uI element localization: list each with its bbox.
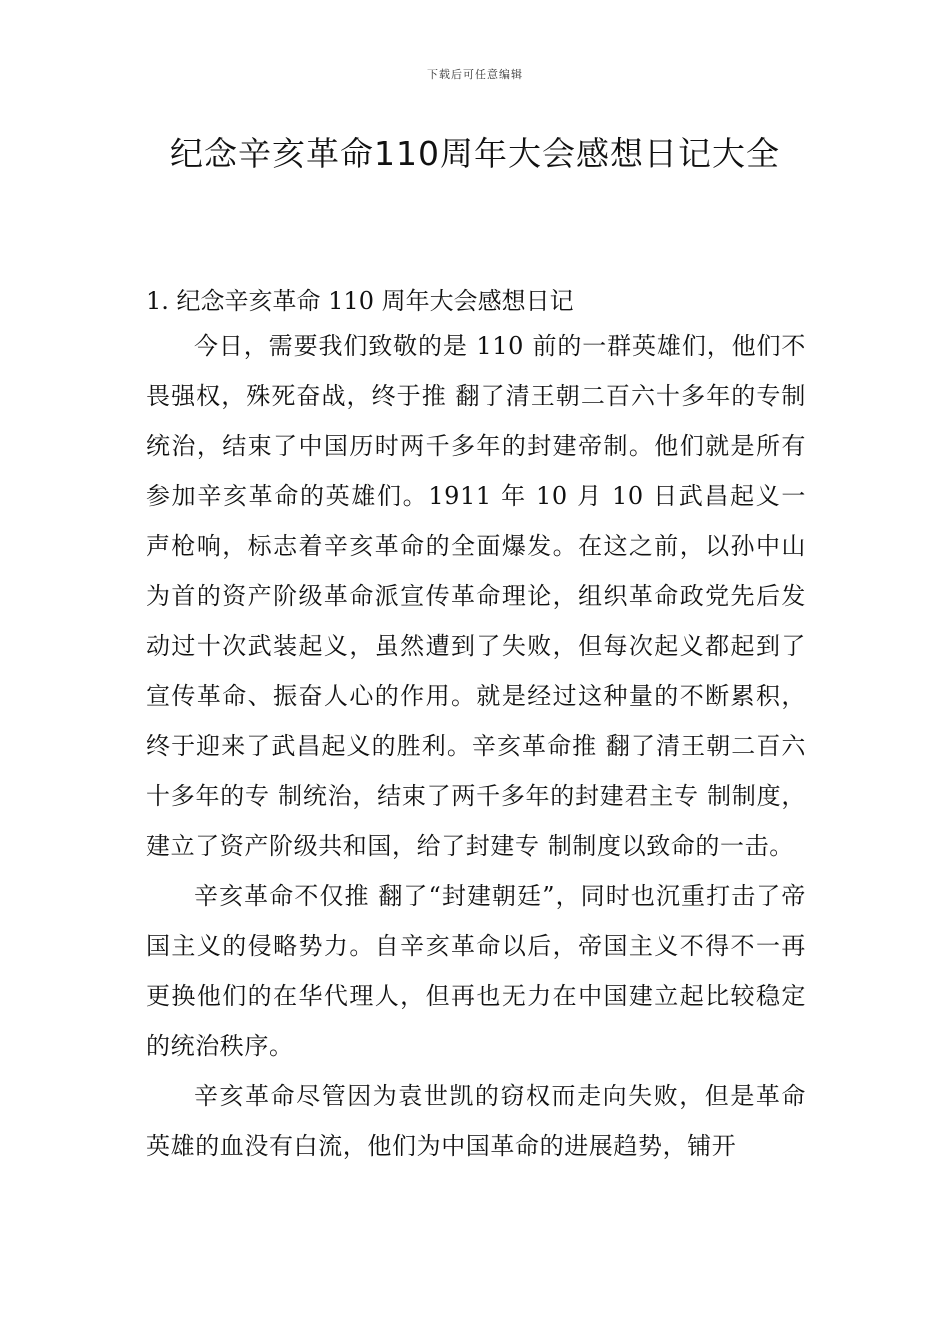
paragraph-3: 辛亥革命尽管因为袁世凯的窃权而走向失败，但是革命英雄的血没有白流，他们为中国革命的进展趋势，铺开 — [146, 1082, 806, 1160]
paragraph-2: 辛亥革命不仅推 翻了“封建朝廷”，同时也沉重打击了帝国主义的侵略势力。自辛亥革命以后，帝国主义不得不一再更换他们的在华代理人，但再也无力在中国建立起比较稳定的统治秩序。 — [146, 882, 806, 1060]
section-heading: 1. 纪念辛亥革命 110 周年大会感想日记 — [146, 287, 574, 315]
document-title: 纪念辛亥革命110周年大会感想日记大全 — [170, 134, 780, 173]
paragraph-1: 今日，需要我们致敬的是 110 前的一群英雄们，他们不畏强权，殊死奋战，终于推 翻了清王朝二百六十多年的专制统治，结束了中国历时两千多年的封建帝制。他们就是所有参加辛亥革命的英雄们。1911 年 10 月 10 日武昌起义一声枪响，标志着辛亥革命的全面爆发。在这之前，以孙中山为首的资产阶级革命派宣传革命理论，组织革命政党先后发动过十次武装起义，虽然遭到了失败，但每次起义都起到了宣传革命、振奋人心的作用。就是经过这种量的不断累积，终于迎来了武昌起义的胜利。辛亥革命推 翻了清王朝二百六十多年的专 制统治，结束了两千多年的封建君主专 制制度，建立了资产阶级共和国，给了封建专 制制度以致命的一击。 — [146, 332, 806, 860]
document-body — [146, 281, 806, 1171]
header-note: 下载后可任意编辑 — [427, 68, 523, 81]
